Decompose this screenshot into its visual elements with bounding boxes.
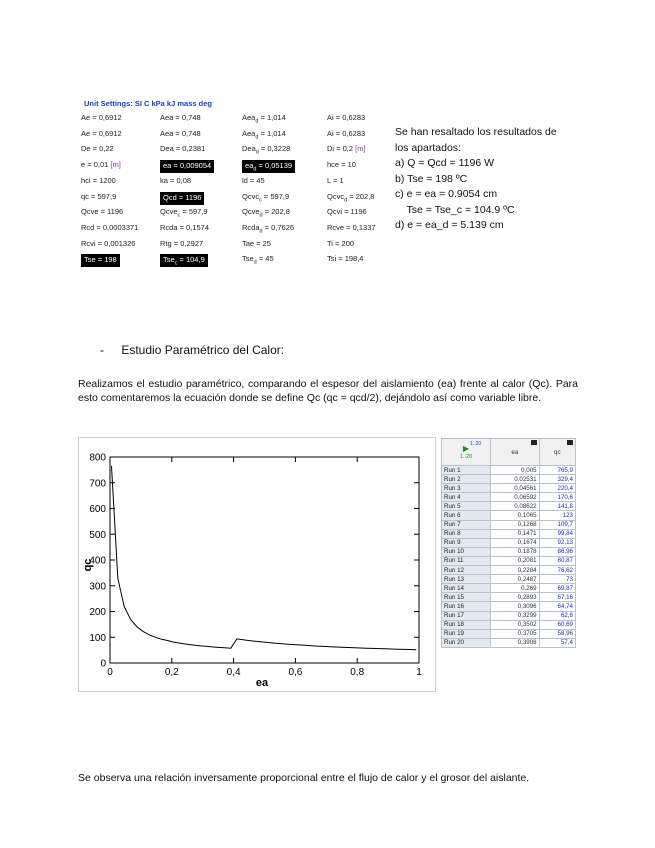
qc-cell[interactable]: 60,69: [539, 620, 575, 629]
qc-cell[interactable]: 73: [539, 575, 575, 584]
table-row[interactable]: [442, 602, 576, 611]
run-label: Run 8: [442, 529, 491, 538]
table-range-label: 1..20: [459, 454, 473, 460]
ees-variable: Tse = 198: [81, 254, 120, 267]
y-tick-label: 200: [89, 607, 106, 618]
ees-variable: Ae = 0,6912: [81, 128, 122, 138]
run-label: Run 11: [442, 556, 491, 565]
x-tick-label: 0,4: [226, 667, 241, 678]
run-table-play-icon[interactable]: ▶: [462, 444, 470, 453]
ees-variable: Dea$_d$ = 0,3228: [242, 144, 291, 156]
ea-cell[interactable]: 0,3502: [491, 620, 540, 629]
run-label: Run 3: [442, 484, 491, 493]
run-label: Run 13: [442, 575, 491, 584]
table-row[interactable]: [442, 638, 576, 647]
qc-cell[interactable]: 67,16: [539, 593, 575, 602]
qc-cell[interactable]: 220,4: [539, 484, 575, 493]
ea-cell[interactable]: 0,1674: [491, 538, 540, 547]
ees-variable: hce = 10: [327, 160, 356, 170]
run-label: Run 20: [442, 638, 491, 647]
run-label: Run 15: [442, 593, 491, 602]
ea-cell[interactable]: 0,3705: [491, 629, 540, 638]
column-menu-icon[interactable]: [567, 440, 573, 445]
column-header-ea[interactable]: ea: [491, 439, 540, 466]
ees-variable: Qcve$_c$ = 597,9: [160, 207, 208, 219]
table-corner[interactable]: [442, 439, 491, 466]
run-label: Run 9: [442, 538, 491, 547]
run-label: Run 12: [442, 566, 491, 575]
note-line: Se han resaltado los resultados de: [395, 126, 557, 138]
ees-variable: Aea$_d$ = 1,014: [242, 128, 286, 141]
qc-cell[interactable]: 57,4: [539, 638, 575, 647]
ees-variable: Qcvc$_d$ = 202,8: [327, 191, 375, 203]
table-row[interactable]: [442, 611, 576, 620]
table-row[interactable]: [442, 520, 576, 529]
intro-paragraph: Realizamos el estudio paramétrico, comparando el espesor del aislamiento (ea) frente al calor (Qc). Para esto comentaremos la ecuación donde se define Qc (qc = qcd/2), dejándolo así como variable libre.: [78, 378, 578, 404]
run-label: Run 16: [442, 602, 491, 611]
table-row[interactable]: [442, 620, 576, 629]
ea-cell[interactable]: 0,1268: [491, 520, 540, 529]
y-tick-label: 800: [89, 452, 106, 464]
ees-variable: Rcvi = 0,001326: [81, 238, 136, 248]
ees-variable: Ti = 200: [327, 238, 355, 248]
ees-variable: Rtg = 0,2927: [160, 238, 204, 248]
table-range-tag: 1..20: [470, 441, 482, 447]
ea-cell[interactable]: 0,06592: [491, 493, 540, 502]
table-row[interactable]: [442, 466, 576, 475]
run-label: Run 4: [442, 493, 491, 502]
y-tick-label: 0: [100, 658, 106, 670]
qc-cell[interactable]: 99,84: [539, 529, 575, 538]
y-axis-label: qc: [82, 558, 94, 572]
qc-cell[interactable]: 329,4: [539, 475, 575, 484]
y-tick-label: 500: [89, 529, 106, 541]
x-axis-label: ea: [255, 677, 269, 689]
qc-cell[interactable]: 69,87: [539, 584, 575, 593]
table-row[interactable]: [442, 538, 576, 547]
table-row[interactable]: [442, 547, 576, 556]
column-menu-icon[interactable]: [531, 440, 537, 445]
ees-variable: Qcve$_d$ = 202,8: [242, 207, 290, 219]
ees-variable: ea = 0,009054: [160, 160, 214, 173]
table-row[interactable]: [442, 556, 576, 565]
ees-variable: Qcd = 1196: [160, 192, 204, 205]
y-tick-label: 100: [89, 632, 106, 644]
note-line: los apartados:: [395, 141, 461, 154]
section-dash: -: [100, 343, 104, 357]
ees-variable: Qcve = 1196: [81, 207, 124, 217]
ees-variable: L = 1: [327, 175, 344, 185]
note-line: a) Q = Qcd = 1196 W: [395, 157, 495, 169]
parametric-table: [441, 438, 576, 648]
qc-cell[interactable]: 86,96: [539, 547, 575, 556]
ees-variable: Rcda$_d$ = 0,7626: [242, 222, 295, 235]
x-tick-label: 1: [416, 667, 422, 678]
ees-variable: Tse$_d$ = 45: [242, 254, 274, 266]
qc-cell[interactable]: 123: [539, 511, 575, 520]
ees-variable: qc = 597,9: [81, 191, 117, 201]
run-label: Run 7: [442, 520, 491, 529]
qc-cell[interactable]: 765,9: [539, 466, 575, 475]
ea-cell[interactable]: 0,04561: [491, 484, 540, 493]
table-row[interactable]: [442, 629, 576, 638]
x-tick-label: 0,6: [288, 667, 303, 678]
ees-variable: Rcd = 0,0003371: [81, 222, 139, 232]
qc-cell[interactable]: 62,6: [539, 611, 575, 620]
results-notes: [395, 125, 557, 234]
run-label: Run 1: [442, 466, 491, 475]
x-tick-label: 0,2: [164, 667, 179, 678]
table-row[interactable]: [442, 502, 576, 511]
qc-cell[interactable]: 58,96: [539, 629, 575, 638]
run-label: Run 18: [442, 620, 491, 629]
ees-variable: Aea = 0,748: [160, 113, 201, 122]
ees-variable: Tae = 25: [242, 238, 271, 248]
note-line: c) e = ea = 0.9054 cm: [395, 188, 498, 200]
run-label: Run 19: [442, 629, 491, 638]
run-label: Run 14: [442, 584, 491, 593]
table-row[interactable]: [442, 575, 576, 584]
y-tick-label: 300: [89, 581, 106, 593]
qc-cell[interactable]: 64,74: [539, 602, 575, 611]
ees-variable: Dea = 0,2381: [160, 144, 206, 154]
ea-cell[interactable]: 0,1878: [491, 547, 540, 556]
ea-cell[interactable]: 0,3096: [491, 602, 540, 611]
qc-cell[interactable]: 92,13: [539, 538, 575, 547]
ees-variable: Qcvc$_c$ = 597,9: [242, 191, 290, 203]
ea-cell[interactable]: 0,005: [491, 466, 540, 475]
x-tick-label: 0,8: [350, 667, 365, 678]
table-row[interactable]: [442, 593, 576, 602]
qc-cell[interactable]: 80,87: [539, 556, 575, 565]
table-row[interactable]: [442, 493, 576, 502]
table-row[interactable]: [442, 475, 576, 484]
parametric-chart: [78, 437, 436, 692]
qc-cell[interactable]: 170,6: [539, 493, 575, 502]
run-label: Run 17: [442, 611, 491, 620]
ea-cell[interactable]: 0,08622: [491, 502, 540, 511]
table-row[interactable]: [442, 529, 576, 538]
ees-variable: Tsi = 198,4: [327, 254, 364, 264]
ees-variable: $ea_d = 0,05139$: [242, 160, 295, 173]
ees-variable: e = 0,01 [m]: [81, 160, 121, 170]
ea-cell[interactable]: 0,2487: [491, 575, 540, 584]
qc-cell[interactable]: 141,8: [539, 502, 575, 511]
ees-variable: Ai = 0,6283: [327, 113, 366, 122]
ees-variable: Qcvi = 1196: [327, 207, 367, 217]
ees-unit-settings: Unit Settings: SI C kPa kJ mass deg: [84, 99, 212, 108]
ees-variable: De = 0,22: [81, 144, 114, 154]
ees-variable: Di = 0,2 [m]: [327, 144, 366, 154]
conclusion-paragraph: Se observa una relación inversamente proporcional entre el flujo de calor y el grosor del aislante.: [78, 772, 530, 784]
note-line: d) e = ea_d = 5.139 cm: [395, 219, 504, 231]
ea-cell[interactable]: 0,02531: [491, 475, 540, 484]
ees-variable: Aea = 0,748: [160, 128, 201, 138]
ees-variable: Rcda = 0,1574: [160, 222, 209, 232]
section-title: Estudio Paramétrico del Calor:: [121, 343, 285, 357]
ees-variable: Tse$_c$ = 104,9: [160, 254, 208, 267]
qc-cell[interactable]: 76,62: [539, 566, 575, 575]
table-row[interactable]: [442, 511, 576, 520]
qc-series-line: [112, 466, 417, 650]
run-label: Run 6: [442, 511, 491, 520]
column-header-qc[interactable]: qc: [539, 439, 575, 466]
y-tick-label: 700: [89, 478, 106, 490]
table-row[interactable]: [442, 484, 576, 493]
qc-cell[interactable]: 109,7: [539, 520, 575, 529]
section-heading: [100, 343, 284, 357]
note-line: b) Tse = 198 ºC: [395, 172, 468, 185]
ea-cell[interactable]: 0,269: [491, 584, 540, 593]
ea-cell[interactable]: 0,2081: [491, 556, 540, 565]
ees-variable: Ae = 0,6912: [81, 113, 122, 122]
ea-cell[interactable]: 0,1065: [491, 511, 540, 520]
ea-cell[interactable]: 0,2284: [491, 566, 540, 575]
chart-ticks: [89, 453, 422, 679]
table-row[interactable]: [442, 566, 576, 575]
run-label: Run 10: [442, 547, 491, 556]
x-tick-label: 0: [107, 667, 113, 678]
table-row[interactable]: [442, 584, 576, 593]
ees-variable: ka = 0,08: [160, 175, 192, 185]
run-label: Run 5: [442, 502, 491, 511]
ees-variable: Ai = 0,6283: [327, 128, 366, 138]
ea-cell[interactable]: 0,1471: [491, 529, 540, 538]
ees-variable: ld = 45: [242, 175, 265, 185]
y-tick-label: 600: [89, 504, 106, 515]
note-line: Tse = Tse_c = 104.9 ºC: [395, 203, 515, 216]
ees-variable: Aea$_d$ = 1,014: [242, 113, 286, 125]
y-tick-label: 400: [89, 555, 106, 567]
ea-cell[interactable]: 0,3908: [491, 638, 540, 647]
run-label: Run 2: [442, 475, 491, 484]
plot-frame: [110, 457, 419, 663]
ea-cell[interactable]: 0,2893: [491, 593, 540, 602]
ees-variable: Rcve = 0,1337: [327, 222, 376, 232]
ees-variable: hci = 1200: [81, 175, 116, 185]
chart-axes: [110, 457, 419, 663]
ea-cell[interactable]: 0,3299: [491, 611, 540, 620]
